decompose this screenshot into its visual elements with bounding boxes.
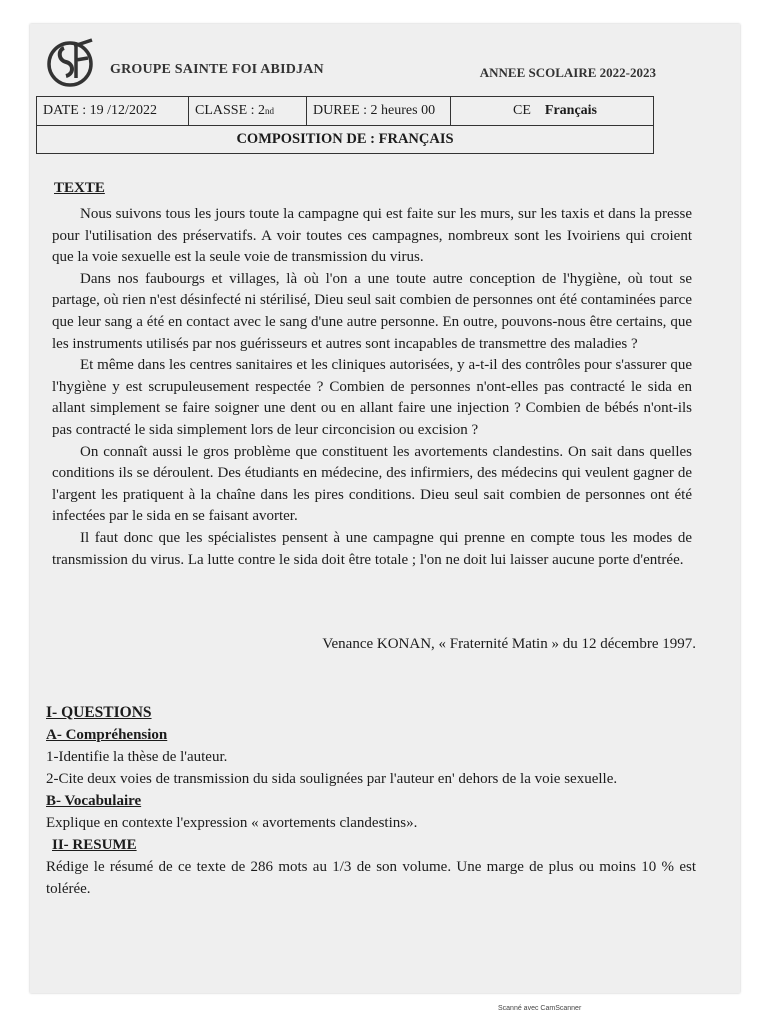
vocabulary-title: B- Vocabulaire bbox=[46, 793, 142, 809]
paragraph: On connaît aussi le gros problème que constituent les avortements clandestins. On sait dans quelles conditions ils se déroulent. Des étudiants en médecine, des infirmiers, des médecins qui veulent gagner de l'argent les pratiquent à la chaîne dans les pires conditions. Dieu seul sait combien de personnes ont été infectées par le sida en se faisant avorter. bbox=[52, 443, 692, 525]
exam-duration: DUREE : 2 heures 00 bbox=[307, 97, 451, 125]
class-label: CLASSE : 2 bbox=[195, 103, 266, 118]
school-logo-icon bbox=[44, 36, 98, 90]
text-heading: TEXTE bbox=[54, 180, 105, 196]
paragraph: Et même dans les centres sanitaires et les cliniques autorisées, y a-t-il des contrôles pour s'assurer que l'hygiène y est scrupuleusement respectée ? Combien de personnes n'ont-elles pas contracté le sida en allant simplement se faire soigner une dent ou en allant faire une injection ? Combien de bébés n'ont-ils pas contracté le sida simplement lors de leur circoncision ou excision ? bbox=[52, 357, 692, 438]
exam-subject-cell bbox=[451, 97, 653, 125]
paragraph: Nous suivons tous les jours toute la campagne qui est faite sur les murs, sur les taxis et dans la presse pour l'utilisation des préservatifs. A voir toutes ces campagnes, nombreux sont les Ivoiriens qui croient que la voie sexuelle est la seule voie de transmission du virus. bbox=[52, 206, 692, 266]
resume-title: II- RESUME bbox=[52, 837, 137, 853]
subject-label: Français bbox=[544, 103, 597, 118]
info-row bbox=[37, 97, 653, 126]
scanner-watermark: Scanné avec CamScanner bbox=[498, 1005, 582, 1012]
question-2: 2-Cite deux voies de transmission du sida soulignées par l'auteur en' dehors de la voie sexuelle. bbox=[46, 771, 618, 787]
paragraph: Dans nos faubourgs et villages, là où l'on a une toute autre conception de l'hygiène, où tout se partage, où rien n'est désinfecté ni stérilisé, Dieu seul sait combien de personnes ont été contaminées parce que leur sang a été en contact avec le sang d'une autre personne. En outre, pouvons-nous être certains, que les instruments utilisés par nos guérisseurs et autres sont incapables de transmettre des maladies ? bbox=[52, 270, 692, 352]
questions-section bbox=[46, 702, 696, 900]
text-source: Venance KONAN, « Fraternité Matin » du 12 décembre 1997. bbox=[322, 636, 696, 652]
exam-sheet bbox=[30, 24, 740, 993]
question-1: 1-Identifie la thèse de l'auteur. bbox=[46, 749, 228, 765]
school-year: ANNEE SCOLAIRE 2022-2023 bbox=[479, 65, 656, 80]
school-name: GROUPE SAINTE FOI ABIDJAN bbox=[110, 62, 324, 77]
class-superscript: nd bbox=[265, 106, 275, 116]
questions-title: I- QUESTIONS bbox=[46, 704, 152, 721]
exam-info-table bbox=[36, 96, 654, 154]
composition-title: COMPOSITION DE : FRANÇAIS bbox=[236, 131, 454, 147]
resume-instruction: Rédige le résumé de ce texte de 286 mots au 1/3 de son volume. Une marge de plus ou moins 10 % est tolérée. bbox=[46, 859, 696, 897]
comprehension-title: A- Compréhension bbox=[46, 727, 168, 743]
exam-class bbox=[189, 97, 307, 125]
text-body bbox=[52, 204, 692, 571]
vocabulary-question: Explique en contexte l'expression « avortements clandestins». bbox=[46, 815, 418, 831]
ce-label: CE bbox=[513, 103, 531, 118]
exam-date: DATE : 19 /12/2022 bbox=[37, 97, 189, 125]
paragraph: Il faut donc que les spécialistes pensent à une campagne qui prenne en compte tous les modes de transmission du virus. La lutte contre le sida doit être totale ; l'on ne doit lui laisser aucune porte d'entrée. bbox=[52, 529, 692, 568]
